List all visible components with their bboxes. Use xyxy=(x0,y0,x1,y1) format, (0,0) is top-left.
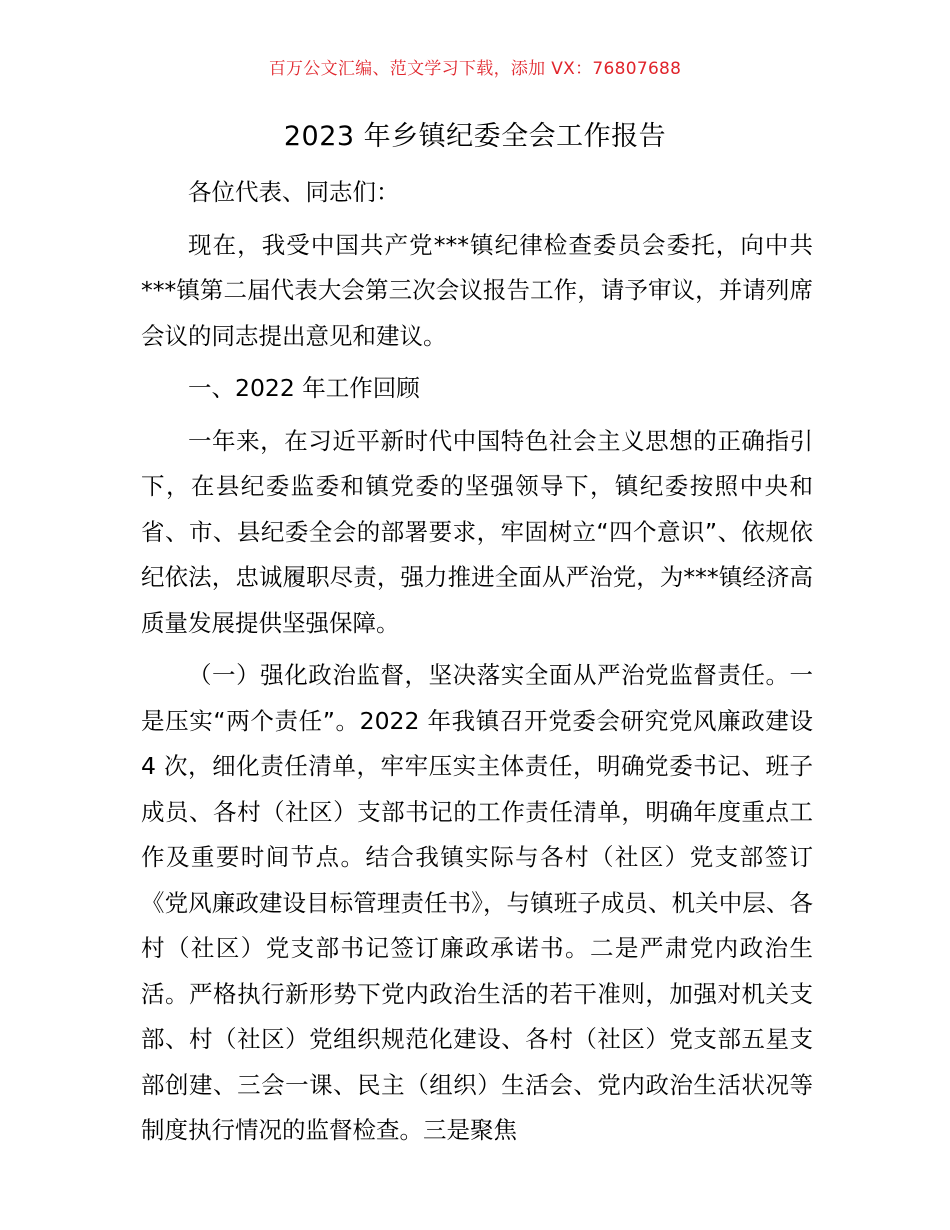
subsection-paragraph: （一）强化政治监督，坚决落实全面从严治党监督责任。一是压实“两个责任”。2022 年我镇召开党委会研究党风廉政建设 4 次，细化责任清单，牢牢压实主体责任，明确党委书记、班子成员、各村（社区）支部书记的工作责任清单，明确年度重点工作及重要时间节点。结合我镇实际与各村（社区）党支部签订《党风廉政建设目标管理责任书》，与镇班子成员、机关中层、各村（社区）党支部书记签订廉政承诺书。二是严肃党内政治生活。严格执行新形势下党内政治生活的若干准则，加强对机关支部、村（社区）党组织规范化建设、各村（社区）党支部五星支部创建、三会一课、民主（组织）生活会、党内政治生活状况等制度执行情况的监督检查。三是聚焦 xyxy=(141,661,813,1144)
overview-paragraph: 一年来，在习近平新时代中国特色社会主义思想的正确指引下，在县纪委监委和镇党委的坚强领导下，镇纪委按照中央和省、市、县纪委全会的部署要求，牢固树立“四个意识”、依规依纪依法，忠诚履职尽责，强力推进全面从严治党，为***镇经济高质量发展提供坚强保障。 xyxy=(141,426,813,637)
intro-paragraph: 现在，我受中国共产党***镇纪律检查委员会委托，向中共***镇第二届代表大会第三次会议报告工作，请予审议，并请列席会议的同志提出意见和建议。 xyxy=(141,230,813,350)
salutation-paragraph: 各位代表、同志们： xyxy=(188,178,400,206)
section-heading: 一、2022 年工作回顾 xyxy=(188,374,420,402)
watermark-banner: 百万公文汇编、范文学习下载，添加 VX：76807688 xyxy=(268,59,682,79)
document-body xyxy=(141,170,813,1154)
page-title: 2023 年乡镇纪委全会工作报告 xyxy=(283,121,667,152)
